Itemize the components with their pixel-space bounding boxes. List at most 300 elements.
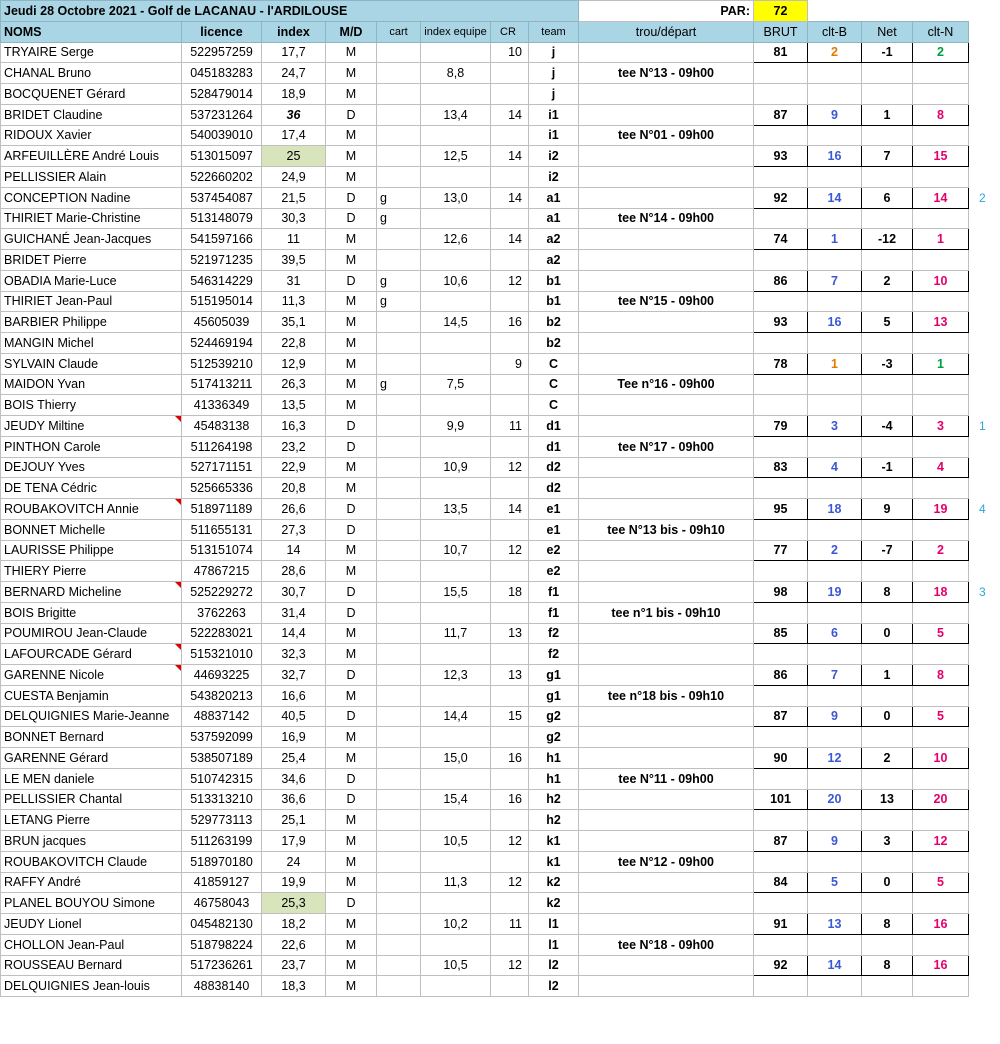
cell-team-code: e1 — [529, 519, 579, 540]
cell-gross-rank: 9 — [808, 831, 862, 852]
cell-course-rating — [491, 519, 529, 540]
cell-licence: 521971235 — [182, 250, 262, 271]
cell-team-index — [421, 768, 491, 789]
cell-net-rank — [913, 125, 969, 146]
cell-tee-start — [579, 457, 754, 478]
cell-gender: M — [326, 914, 377, 935]
cell-cart — [377, 125, 421, 146]
cell-index: 22,6 — [262, 934, 326, 955]
cell-net-score — [862, 727, 913, 748]
cell-licence: 540039010 — [182, 125, 262, 146]
cell-gender: D — [326, 893, 377, 914]
cell-cart — [377, 706, 421, 727]
cell-net-rank — [913, 976, 969, 997]
cell-licence: 537231264 — [182, 104, 262, 125]
cell-net-rank: 13 — [913, 312, 969, 333]
cell-team-index — [421, 561, 491, 582]
cell-gender: D — [326, 519, 377, 540]
cell-index: 25,3 — [262, 893, 326, 914]
cell-cart — [377, 540, 421, 561]
cell-gross-score: 91 — [754, 914, 808, 935]
table-row — [1, 582, 997, 603]
cell-team-code: j — [529, 63, 579, 84]
cell-index: 26,6 — [262, 499, 326, 520]
table-row — [1, 146, 997, 167]
cell-gross-score — [754, 561, 808, 582]
cell-tee-start: tee N°17 - 09h00 — [579, 436, 754, 457]
cell-course-rating — [491, 727, 529, 748]
cell-licence: 527171151 — [182, 457, 262, 478]
cell-net-score — [862, 333, 913, 354]
cell-net-score — [862, 685, 913, 706]
cell-index: 31 — [262, 270, 326, 291]
cell-gender: M — [326, 333, 377, 354]
cell-index: 25,4 — [262, 748, 326, 769]
cell-gender: M — [326, 312, 377, 333]
cell-net-rank: 16 — [913, 914, 969, 935]
cell-net-rank — [913, 250, 969, 271]
cell-cart — [377, 685, 421, 706]
cell-team-index — [421, 42, 491, 63]
cell-index: 17,9 — [262, 831, 326, 852]
cell-cart — [377, 63, 421, 84]
cell-player-name: LAURISSE Philippe — [1, 540, 182, 561]
cell-tee-start — [579, 270, 754, 291]
cell-team-index — [421, 727, 491, 748]
cell-gross-score — [754, 63, 808, 84]
cell-team-index: 13,5 — [421, 499, 491, 520]
cell-side-rank — [969, 914, 997, 935]
cell-player-name: DEJOUY Yves — [1, 457, 182, 478]
cell-index: 17,7 — [262, 42, 326, 63]
cell-index: 14 — [262, 540, 326, 561]
cell-cart — [377, 602, 421, 623]
cell-team-code: h2 — [529, 789, 579, 810]
cell-tee-start — [579, 499, 754, 520]
cell-player-name: PLANEL BOUYOU Simone — [1, 893, 182, 914]
cell-tee-start — [579, 478, 754, 499]
cell-licence: 513313210 — [182, 789, 262, 810]
cell-gross-rank: 1 — [808, 229, 862, 250]
cell-cart — [377, 333, 421, 354]
cell-team-index — [421, 851, 491, 872]
cell-gross-score — [754, 125, 808, 146]
cell-team-code: h2 — [529, 810, 579, 831]
cell-side-rank — [969, 789, 997, 810]
cell-course-rating — [491, 395, 529, 416]
cell-player-name: BRIDET Pierre — [1, 250, 182, 271]
cell-net-rank: 8 — [913, 665, 969, 686]
cell-licence: 525665336 — [182, 478, 262, 499]
cell-gender: D — [326, 187, 377, 208]
table-row — [1, 42, 997, 63]
table-row — [1, 125, 997, 146]
cell-licence: 045482130 — [182, 914, 262, 935]
cell-cart — [377, 519, 421, 540]
cell-net-rank: 14 — [913, 187, 969, 208]
cell-gross-score: 92 — [754, 187, 808, 208]
cell-gender: M — [326, 229, 377, 250]
table-row — [1, 333, 997, 354]
cell-cart — [377, 478, 421, 499]
cell-index: 40,5 — [262, 706, 326, 727]
cell-tee-start — [579, 706, 754, 727]
cell-team-code: k1 — [529, 851, 579, 872]
cell-side-rank — [969, 768, 997, 789]
cell-licence: 518970180 — [182, 851, 262, 872]
table-row — [1, 499, 997, 520]
cell-course-rating: 12 — [491, 831, 529, 852]
cell-net-rank: 1 — [913, 229, 969, 250]
cell-gender: M — [326, 831, 377, 852]
cell-course-rating — [491, 602, 529, 623]
cell-side-rank — [969, 810, 997, 831]
cell-gross-rank — [808, 976, 862, 997]
cell-side-rank — [969, 872, 997, 893]
cell-gross-rank: 6 — [808, 623, 862, 644]
header-row — [1, 21, 997, 42]
cell-cart: g — [377, 270, 421, 291]
cell-index: 21,5 — [262, 187, 326, 208]
cell-licence: 515195014 — [182, 291, 262, 312]
cell-net-rank — [913, 727, 969, 748]
cell-gross-rank — [808, 602, 862, 623]
cell-player-name: BARBIER Philippe — [1, 312, 182, 333]
cell-gender: M — [326, 291, 377, 312]
header-brut: BRUT — [754, 21, 808, 42]
cell-course-rating: 14 — [491, 229, 529, 250]
cell-team-code: i2 — [529, 146, 579, 167]
cell-player-name: DELQUIGNIES Marie-Jeanne — [1, 706, 182, 727]
cell-gender: M — [326, 934, 377, 955]
cell-player-name: CHOLLON Jean-Paul — [1, 934, 182, 955]
cell-gross-rank: 14 — [808, 955, 862, 976]
cell-side-rank — [969, 602, 997, 623]
header-cr: CR — [491, 21, 529, 42]
cell-gross-score: 87 — [754, 706, 808, 727]
cell-player-name: BONNET Michelle — [1, 519, 182, 540]
cell-index: 30,7 — [262, 582, 326, 603]
cell-gross-score: 77 — [754, 540, 808, 561]
cell-team-code: h1 — [529, 768, 579, 789]
cell-licence: 511655131 — [182, 519, 262, 540]
cell-net-rank — [913, 478, 969, 499]
cell-cart — [377, 353, 421, 374]
cell-tee-start — [579, 976, 754, 997]
cell-side-rank — [969, 976, 997, 997]
cell-side-rank — [969, 167, 997, 188]
cell-licence: 45483138 — [182, 416, 262, 437]
cell-side-rank — [969, 395, 997, 416]
cell-team-code: b2 — [529, 312, 579, 333]
cell-side-rank — [969, 519, 997, 540]
cell-side-rank: 2 — [979, 190, 986, 205]
cell-cart — [377, 748, 421, 769]
table-row — [1, 893, 997, 914]
cell-cart — [377, 561, 421, 582]
cell-gender: M — [326, 146, 377, 167]
cell-net-score — [862, 519, 913, 540]
cell-net-rank — [913, 63, 969, 84]
par-value: 72 — [754, 1, 808, 22]
cell-gross-score — [754, 436, 808, 457]
cell-gender: D — [326, 436, 377, 457]
cell-team-index: 7,5 — [421, 374, 491, 395]
cell-cart — [377, 914, 421, 935]
cell-player-name: TRYAIRE Serge — [1, 42, 182, 63]
cell-gender: M — [326, 872, 377, 893]
cell-cart — [377, 104, 421, 125]
cell-side-rank — [969, 353, 997, 374]
cell-team-index: 11,3 — [421, 872, 491, 893]
cell-gross-score: 86 — [754, 665, 808, 686]
cell-net-score — [862, 167, 913, 188]
cell-licence: 513151074 — [182, 540, 262, 561]
cell-gender: M — [326, 84, 377, 105]
cell-player-name: GUICHANÉ Jean-Jacques — [1, 229, 182, 250]
cell-net-rank — [913, 810, 969, 831]
cell-player-name: LETANG Pierre — [1, 810, 182, 831]
table-row — [1, 395, 997, 416]
cell-course-rating — [491, 810, 529, 831]
cell-player-name: PELLISSIER Alain — [1, 167, 182, 188]
table-row — [1, 353, 997, 374]
cell-net-score: 0 — [862, 872, 913, 893]
cell-side-rank — [969, 333, 997, 354]
cell-team-index: 12,5 — [421, 146, 491, 167]
cell-index: 16,3 — [262, 416, 326, 437]
header-index-equipe: index equipe — [421, 21, 491, 42]
cell-course-rating — [491, 851, 529, 872]
cell-team-index: 14,5 — [421, 312, 491, 333]
cell-gender: M — [326, 478, 377, 499]
cell-player-name: PELLISSIER Chantal — [1, 789, 182, 810]
cell-net-rank — [913, 374, 969, 395]
cell-net-rank: 1 — [913, 353, 969, 374]
cell-gross-rank: 16 — [808, 146, 862, 167]
cell-gross-rank: 9 — [808, 104, 862, 125]
cell-course-rating: 13 — [491, 623, 529, 644]
cell-gross-score — [754, 291, 808, 312]
cell-gross-score — [754, 976, 808, 997]
cell-net-score — [862, 602, 913, 623]
cell-net-score: -12 — [862, 229, 913, 250]
cell-team-index: 14,4 — [421, 706, 491, 727]
cell-net-score — [862, 208, 913, 229]
cell-index: 32,7 — [262, 665, 326, 686]
cell-gross-rank — [808, 333, 862, 354]
cell-gender: D — [326, 789, 377, 810]
cell-index: 25,1 — [262, 810, 326, 831]
cell-team-code: a2 — [529, 229, 579, 250]
cell-tee-start — [579, 250, 754, 271]
cell-tee-start — [579, 146, 754, 167]
cell-course-rating — [491, 291, 529, 312]
cell-player-name: MANGIN Michel — [1, 333, 182, 354]
cell-gross-rank — [808, 727, 862, 748]
table-row — [1, 665, 997, 686]
cell-gross-rank — [808, 436, 862, 457]
cell-course-rating: 9 — [491, 353, 529, 374]
cell-net-rank: 8 — [913, 104, 969, 125]
cell-gross-score: 83 — [754, 457, 808, 478]
cell-team-index: 10,5 — [421, 831, 491, 852]
cell-tee-start — [579, 955, 754, 976]
cell-team-index — [421, 893, 491, 914]
cell-licence: 48837142 — [182, 706, 262, 727]
cell-licence: 528479014 — [182, 84, 262, 105]
cell-tee-start — [579, 353, 754, 374]
cell-side-rank — [969, 851, 997, 872]
cell-player-name: ROUBAKOVITCH Claude — [1, 851, 182, 872]
cell-team-code: l2 — [529, 976, 579, 997]
cell-index: 26,3 — [262, 374, 326, 395]
cell-licence: 537592099 — [182, 727, 262, 748]
cell-index: 18,9 — [262, 84, 326, 105]
cell-team-code: k1 — [529, 831, 579, 852]
cell-gross-rank — [808, 63, 862, 84]
cell-team-index: 13,4 — [421, 104, 491, 125]
cell-licence: 522283021 — [182, 623, 262, 644]
cell-tee-start — [579, 561, 754, 582]
cell-gross-score: 79 — [754, 416, 808, 437]
cell-team-index — [421, 333, 491, 354]
cell-side-rank — [969, 146, 997, 167]
cell-gross-score — [754, 644, 808, 665]
cell-net-rank — [913, 934, 969, 955]
cell-player-name: THIRIET Marie-Christine — [1, 208, 182, 229]
cell-team-index: 13,0 — [421, 187, 491, 208]
cell-cart — [377, 395, 421, 416]
cell-gross-rank — [808, 934, 862, 955]
table-row — [1, 768, 997, 789]
cell-course-rating: 16 — [491, 312, 529, 333]
header-md: M/D — [326, 21, 377, 42]
cell-gross-rank — [808, 84, 862, 105]
cell-team-index: 15,4 — [421, 789, 491, 810]
cell-course-rating — [491, 644, 529, 665]
cell-net-score: -1 — [862, 42, 913, 63]
cell-gross-score — [754, 519, 808, 540]
cell-gender: M — [326, 644, 377, 665]
cell-cart — [377, 768, 421, 789]
header-licence: licence — [182, 21, 262, 42]
cell-index: 19,9 — [262, 872, 326, 893]
cell-cart — [377, 42, 421, 63]
title-row — [1, 1, 997, 22]
cell-player-name: THIRIET Jean-Paul — [1, 291, 182, 312]
cell-tee-start — [579, 104, 754, 125]
table-row — [1, 623, 997, 644]
cell-net-rank — [913, 333, 969, 354]
cell-team-index: 10,6 — [421, 270, 491, 291]
cell-team-index — [421, 291, 491, 312]
cell-index: 11,3 — [262, 291, 326, 312]
cell-player-name: CUESTA Benjamin — [1, 685, 182, 706]
cell-net-rank: 19 — [913, 499, 969, 520]
cell-side-rank — [969, 270, 997, 291]
cell-net-score: 2 — [862, 270, 913, 291]
cell-team-code: b1 — [529, 291, 579, 312]
cell-side-rank — [969, 42, 997, 63]
cell-side-rank — [969, 84, 997, 105]
cell-net-score: -1 — [862, 457, 913, 478]
cell-gross-rank: 19 — [808, 582, 862, 603]
cell-player-name: BOCQUENET Gérard — [1, 84, 182, 105]
cell-tee-start — [579, 582, 754, 603]
cell-cart — [377, 416, 421, 437]
cell-licence: 48838140 — [182, 976, 262, 997]
cell-gender: M — [326, 748, 377, 769]
cell-team-index — [421, 976, 491, 997]
cell-gross-score: 87 — [754, 104, 808, 125]
cell-net-rank: 5 — [913, 706, 969, 727]
cell-team-code: d1 — [529, 436, 579, 457]
cell-cart — [377, 436, 421, 457]
table-row — [1, 250, 997, 271]
cell-gross-score: 85 — [754, 623, 808, 644]
cell-index: 17,4 — [262, 125, 326, 146]
cell-net-rank — [913, 436, 969, 457]
cell-licence: 518798224 — [182, 934, 262, 955]
cell-player-name: JEUDY Lionel — [1, 914, 182, 935]
cell-tee-start — [579, 395, 754, 416]
cell-course-rating — [491, 561, 529, 582]
cell-net-rank: 2 — [913, 540, 969, 561]
cell-net-rank — [913, 208, 969, 229]
header-cart: cart — [377, 21, 421, 42]
cell-gross-score: 86 — [754, 270, 808, 291]
table-row — [1, 229, 997, 250]
table-row — [1, 644, 997, 665]
table-row — [1, 934, 997, 955]
cell-gross-rank — [808, 208, 862, 229]
cell-gender: M — [326, 623, 377, 644]
cell-index: 35,1 — [262, 312, 326, 333]
cell-player-name: ROUBAKOVITCH Annie — [1, 499, 182, 520]
cell-gross-rank: 7 — [808, 665, 862, 686]
cell-tee-start — [579, 665, 754, 686]
header-net: Net — [862, 21, 913, 42]
cell-player-name: DE TENA Cédric — [1, 478, 182, 499]
cell-net-score: 1 — [862, 104, 913, 125]
cell-tee-start — [579, 84, 754, 105]
cell-player-name: POUMIROU Jean-Claude — [1, 623, 182, 644]
cell-team-index — [421, 519, 491, 540]
table-row — [1, 789, 997, 810]
cell-team-code: g2 — [529, 706, 579, 727]
cell-gender: M — [326, 167, 377, 188]
cell-gross-rank: 9 — [808, 706, 862, 727]
cell-course-rating: 14 — [491, 499, 529, 520]
cell-net-rank — [913, 644, 969, 665]
table-row — [1, 851, 997, 872]
cell-net-score — [862, 810, 913, 831]
cell-cart — [377, 934, 421, 955]
cell-cart — [377, 623, 421, 644]
cell-player-name: CONCEPTION Nadine — [1, 187, 182, 208]
cell-licence: 512539210 — [182, 353, 262, 374]
cell-cart — [377, 312, 421, 333]
cell-player-name: BRIDET Claudine — [1, 104, 182, 125]
cell-side-rank — [969, 457, 997, 478]
cell-team-code: f1 — [529, 602, 579, 623]
cell-net-score: 8 — [862, 955, 913, 976]
cell-net-score — [862, 561, 913, 582]
cell-cart — [377, 789, 421, 810]
table-row — [1, 187, 997, 208]
table-row — [1, 955, 997, 976]
